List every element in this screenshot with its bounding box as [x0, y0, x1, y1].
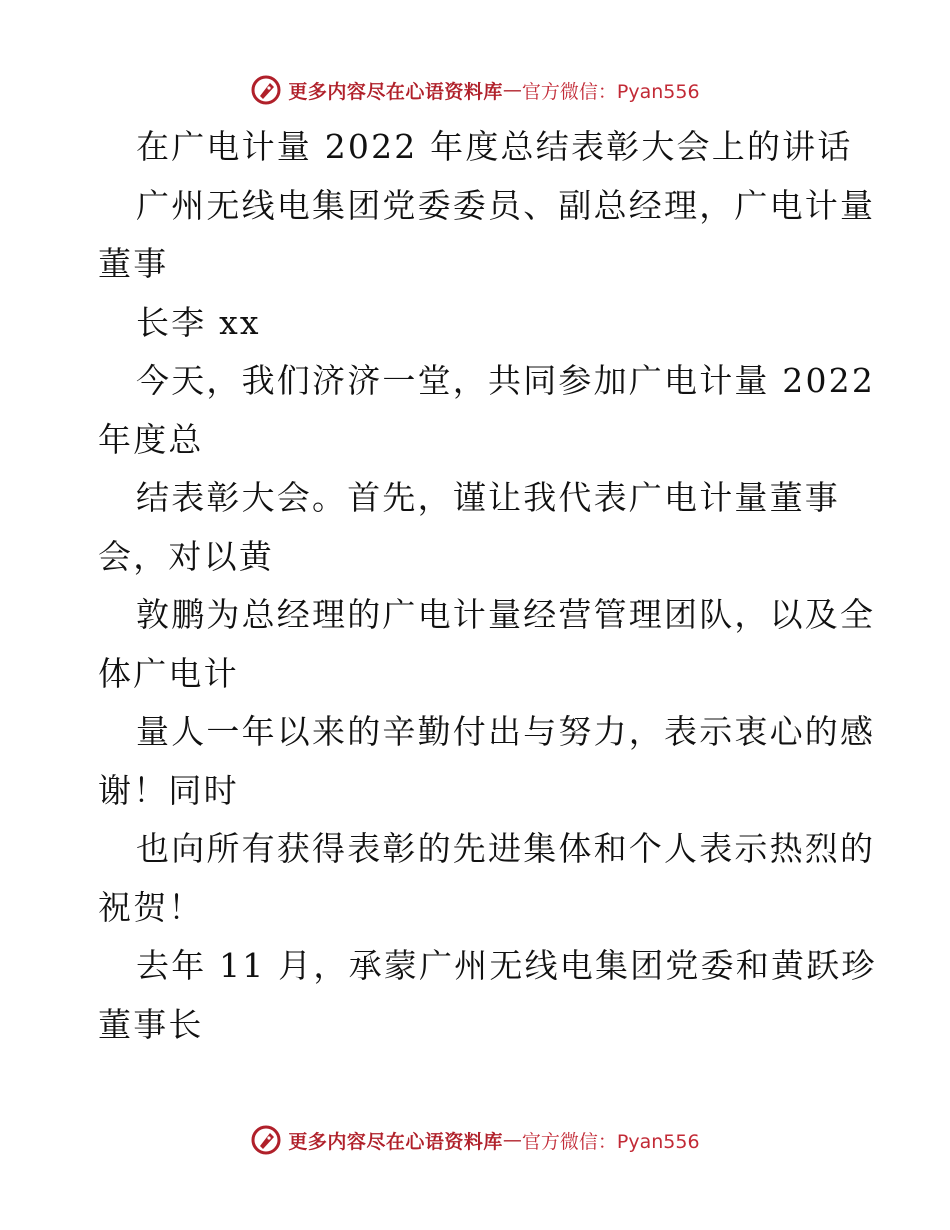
text-line: 会，对以黄 — [98, 536, 274, 576]
watermark-text: 更多内容尽在心语资料库 — [288, 1130, 503, 1153]
document-body — [98, 118, 877, 1054]
watermark-text: 更多内容尽在心语资料库 — [288, 80, 503, 103]
text-line: 年度总 — [98, 419, 204, 459]
watermark-wechat: 官方微信：Pyan556 — [521, 80, 700, 103]
text-line: 广州无线电集团党委委员、副总经理，广电计量 — [136, 185, 876, 225]
text-line: 祝贺！ — [98, 887, 204, 927]
text-line: 量人一年以来的辛勤付出与努力，表示衷心的感 — [136, 712, 876, 751]
text-line: 董事 — [98, 244, 169, 283]
pen-nib-logo-icon — [250, 74, 282, 106]
watermark-wechat: 官方微信：Pyan556 — [521, 1130, 700, 1153]
watermark-separator: — — [502, 1129, 522, 1151]
watermark-banner-bottom — [0, 1120, 950, 1160]
text-line: 结表彰大会。首先，谨让我代表广电计量董事 — [136, 478, 840, 517]
pen-nib-logo-icon — [250, 1124, 282, 1156]
document-title: 在广电计量 2022 年度总结表彰大会上的讲话 — [136, 127, 853, 166]
watermark-separator: — — [502, 79, 522, 101]
text-line: 也向所有获得表彰的先进集体和个人表示热烈的 — [136, 829, 876, 868]
text-line: 谢！同时 — [98, 770, 239, 810]
text-line: 敦鹏为总经理的广电计量经营管理团队，以及全 — [136, 595, 876, 634]
text-line: 体广电计 — [98, 653, 239, 693]
text-line: 董事长 — [98, 1004, 204, 1044]
text-line: 去年 11 月，承蒙广州无线电集团党委和黄跃珍 — [136, 946, 877, 985]
text-line: 今天，我们济济一堂，共同参加广电计量 2022 — [136, 361, 876, 400]
watermark-banner-top — [0, 70, 950, 110]
text-line: 长李 xx — [136, 302, 261, 342]
